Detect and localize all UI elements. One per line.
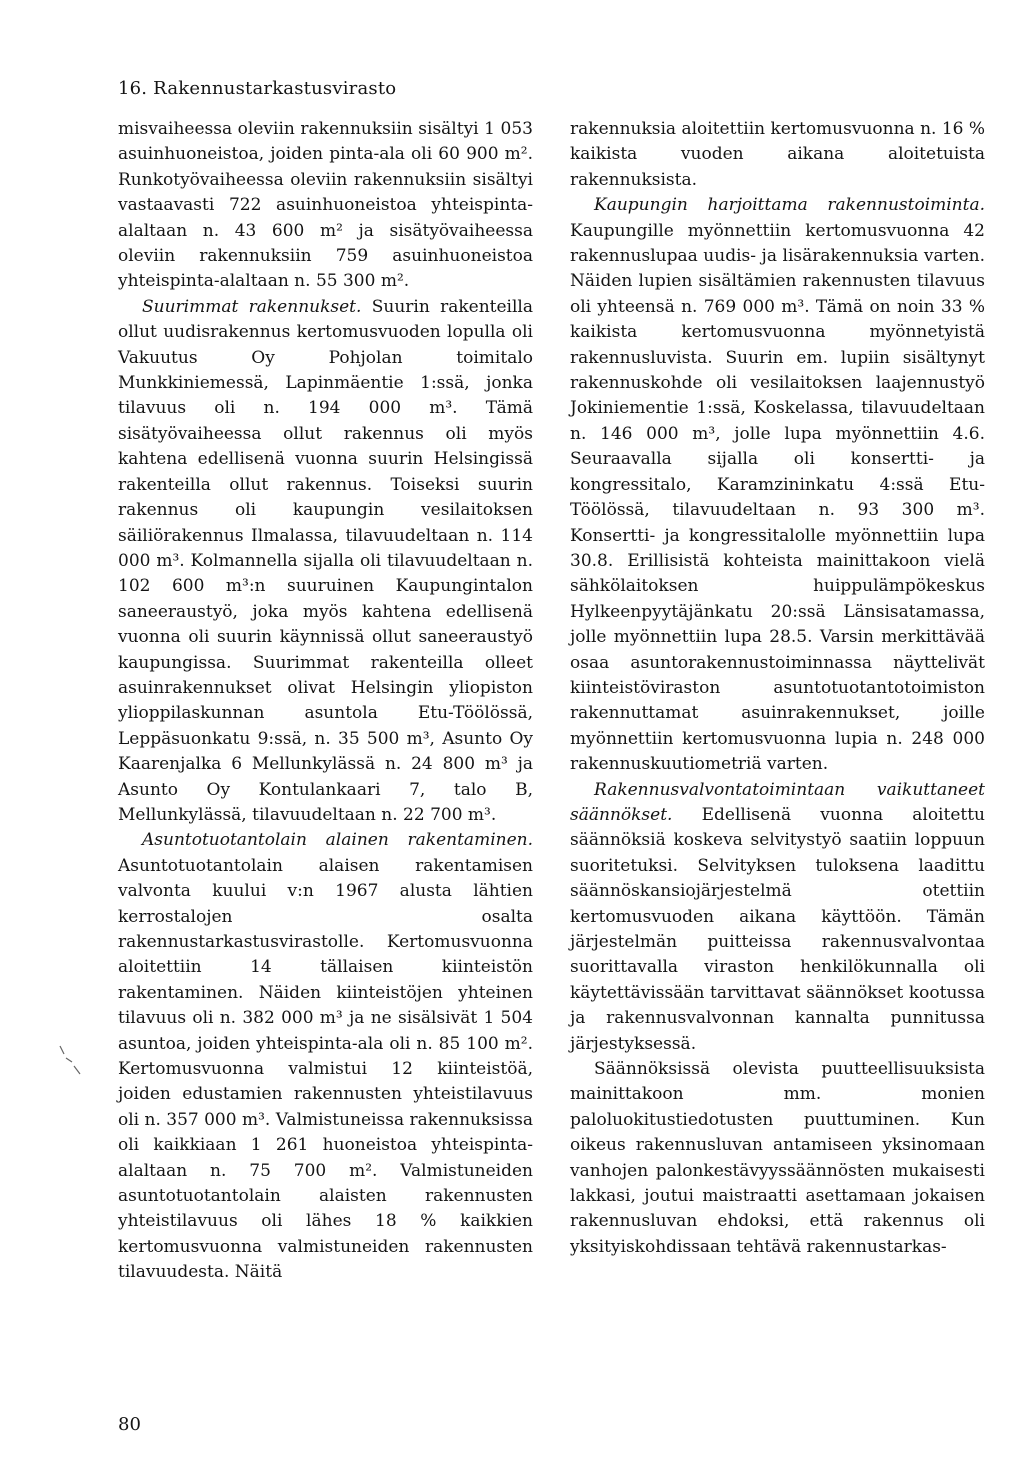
right-column (570, 117, 985, 1260)
section-heading-city-construction: Kaupungin harjoittama rakennustoiminta. (594, 195, 985, 216)
paragraph-body: Asuntotuotantolain alaisen rakentamisen valvonta kuului v:n 1967 alusta lähtien kerrostalojen osalta rakennustarkastusvirastolle. Kertomusvuonna aloitettiin 14 tällaisen kiinteistön rakentaminen. Näiden kiinteistöjen yhteinen tilavuus oli n. 382 000 m³ ja ne sisälsivät 1 504 asuntoa, joiden yhteispinta-ala oli n. 85 100 m². Kertomusvuonna valmistui 12 kiinteistöä, joiden edustamien rakennusten yhteistilavuus oli n. 357 000 m³. Valmistuneissa rakennuksissa oli kaikkiaan 1 261 huoneistoa yhteispinta-alaltaan n. 75 700 m². Valmistuneiden asuntotuotantolain alaisten rakennusten yhteistilavuus oli lähes 18 % kaikkien kertomusvuonna valmistuneiden rakennusten tilavuudesta. Näitä (118, 855, 534, 1283)
paragraph-largest-buildings (118, 295, 533, 829)
section-heading-largest-buildings: Suurimmat rakennukset. (142, 296, 362, 317)
paragraph-city-construction (570, 193, 985, 777)
paragraph-housing-production-act (118, 828, 533, 1285)
paragraph-regulations (570, 778, 985, 1057)
page-number: 80 (118, 1414, 141, 1435)
paragraph-continued: rakennuksia aloitettiin kertomusvuonna n. 16 % kaikista vuoden aikana aloitetuista rakennuksista. (570, 119, 986, 190)
section-heading-regulations: Rakennusvalvontatoimintaan vaikuttaneet säännökset. (570, 779, 985, 825)
left-column (118, 117, 533, 1286)
paragraph-deficiencies: Säännöksissä olevista puutteellisuuksista mainittakoon mm. monien paloluokitustiedotusten puuttuminen. Kun oikeus rakennusluvan antamiseen yksinomaan vanhojen palonkestävyyssäännösten mukaisesti lakkasi, joutui maistraatti asettamaan jokaisen rakennusluvan ehdoksi, että rakennus oli yksityiskohdissaan tehtävä rakennustarkas- (570, 1059, 985, 1257)
paragraph-continued: misvaiheessa oleviin rakennuksiin sisältyi 1 053 asuinhuoneistoa, joiden pinta-ala oli 60 900 m². Runkotyövaiheessa oleviin rakennuksiin sisältyi vastaavasti 722 asuinhuoneistoa yhteispinta-alaltaan n. 43 600 m² ja sisätyövaiheessa oleviin rakennuksiin 759 asuinhuoneistoa yhteispinta-alaltaan n. 55 300 m². (118, 119, 533, 292)
paragraph-body: Edellisenä vuonna aloitettu säännöksiä koskeva selvitystyö saatiin loppuun suoritetuksi. Selvityksen tuloksena laadittu säännöskansiojärjestelmä otettiin kertomusvuoden aikana käyttöön. Tämän järjestelmän puitteissa rakennusvalvontaa suorittavalla viraston henkilökunnalla oli käytettävissään tarvittavat säännökset kootussa ja rakennusvalvonnan kannalta punnitussa järjestyksessä. (570, 804, 985, 1054)
section-heading-housing-production-act: Asuntotuotantolain alainen rakentaminen. (142, 830, 533, 851)
running-header: 16. Rakennustarkastusvirasto (118, 78, 397, 99)
scan-speck-icon (50, 1040, 90, 1080)
paragraph-body: Kaupungille myönnettiin kertomusvuonna 42 rakennuslupaa uudis- ja lisärakennuksia varten. Näiden lupien sisältämien rakennusten tilavuus oli yhteensä n. 769 000 m³. Tämä on noin 33 % kaikista kertomusvuonna myönnetyistä rakennusluvista. Suurin em. lupiin sisältynyt rakennuskohde oli vesilaitoksen laajennustyö Jokiniementie 1:ssä, Koskelassa, tilavuudeltaan n. 146 000 m³, jolle lupa myönnettiin 4.6. Seuraavalla sijalla oli konsertti- ja kongressitalo, Karamzininkatu 4:ssä Etu-Töölössä, tilavuudeltaan n. 93 300 m³. Konsertti- ja kongressitalolle myönnettiin lupa 30.8. Erillisistä kohteista mainittakoon vielä sähkölaitoksen huippulämpökeskus Hylkeenpyytäjänkatu 20:ssä Länsisatamassa, jolle myönnettiin lupa 28.5. Varsin merkittävää osaa asuntorakennustoiminnassa näyttelivät kiinteistöviraston asuntotuotantotoimiston rakennuttamat asuinrakennukset, joille myönnettiin kertomusvuonna lupia n. 248 000 rakennuskuutiometriä varten. (570, 220, 985, 775)
paragraph-body: Suurin rakenteilla ollut uudisrakennus kertomusvuoden lopulla oli Vakuutus Oy Pohjolan toimitalo Munkkiniemessä, Lapinmäentie 1:ssä, jonka tilavuus oli n. 194 000 m³. Tämä sisätyövaiheessa ollut rakennus oli myös kahtena edellisenä vuonna suurin Helsingissä rakenteilla ollut rakennus. Toiseksi suurin rakennus oli kaupungin vesilaitoksen säiliörakennus Ilmalassa, tilavuudeltaan n. 114 000 m³. Kolmannella sijalla oli tilavuudeltaan n. 102 600 m³:n suuruinen Kaupungintalon saneeraustyö, joka myös kahtena edellisenä vuonna oli suurin käynnissä ollut saneeraustyö kaupungissa. Suurimmat rakenteilla olleet asuinrakennukset olivat Helsingin yliopiston ylioppilaskunnan asuntola Etu-Töölössä, Leppäsuonkatu 9:ssä, n. 35 500 m³, Asunto Oy Kaarenjalka 6 Mellunkylässä n. 24 800 m³ ja Asunto Oy Kontulankaari 7, talo B, Mellunkylässä, tilavuudeltaan n. 22 700 m³. (118, 296, 533, 825)
